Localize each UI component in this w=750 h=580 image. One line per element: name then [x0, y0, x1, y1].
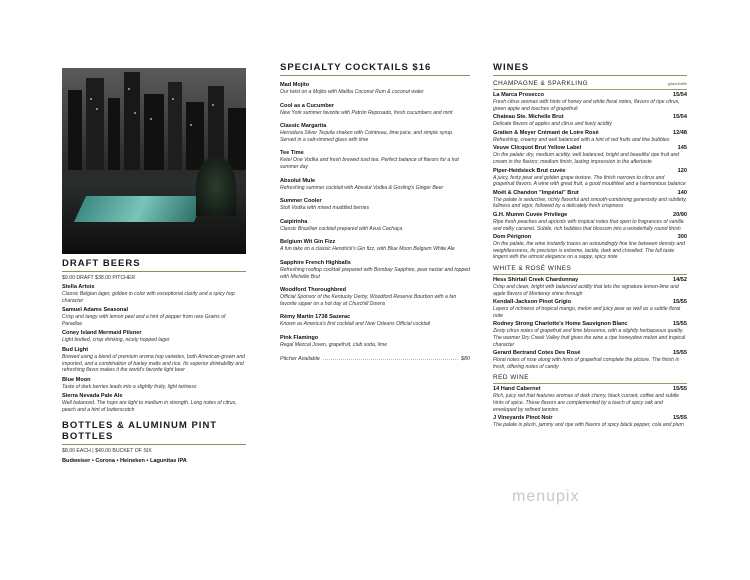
list-item [493, 321, 687, 348]
wine-price: 15/54 [673, 92, 687, 98]
wine-price: 145 [677, 145, 687, 152]
wine-description: Delicate flavors of apples and citrus and lively acidity [493, 121, 612, 128]
cocktail-name: Caipirinha [280, 218, 308, 225]
cocktails-section [280, 62, 470, 362]
cocktails-title: SPECIALTY COCKTAILS $16 [280, 62, 432, 73]
wine-description: Fresh citrus aromas with hints of honey and white floral notes, flavors of ripe citrus, green apple and touches of grapefruit [493, 98, 680, 112]
wine-description: Floral notes of rose along with hints of grapefruit complete the picture. The finish is fresh, offering notes of candy [493, 357, 680, 370]
wine-price: 15/55 [673, 350, 687, 357]
cocktail-description: Refreshing rooftop cocktail prepared with Bombay Sapphire, pear nectar and topped with Michelle Brut [280, 266, 470, 280]
cocktail-description: Stoli Vodka with mixed muddled berries [280, 205, 369, 212]
list-item [280, 198, 470, 212]
list-item [62, 393, 246, 413]
list-item [280, 314, 470, 328]
list-item [493, 386, 687, 413]
wine-price: 14/52 [673, 277, 687, 284]
wine-row [493, 168, 687, 175]
white-title: WHITE & ROSÉ WINES [493, 265, 572, 273]
beer-description: Classic Belgian lager, golden in color with exceptional clarity and a spicy hop character [62, 290, 235, 304]
wine-description: The palate is seductive, richly flavorful and smooth-combining generosity and subtlety, fullness and vigor, followed by a delicately fresh crispness [493, 196, 687, 210]
cocktail-description: Ketel One Vodka and fresh brewed iced tea. Perfect balance of flavors for a hot summer day [280, 157, 459, 170]
wine-price: 20/90 [673, 212, 687, 218]
list-item [62, 284, 246, 304]
cocktail-description: Herradura Silver Tequila shaken with Cointreau, lime juice, and simple syrup. Served in a salt-rimmed glass with lime [280, 130, 454, 143]
cocktail-name: Belgium Wit Gin Fizz [280, 239, 336, 246]
cocktail-name: Tee Time [280, 150, 304, 157]
list-item [493, 299, 687, 319]
wine-price: 15/55 [673, 299, 687, 306]
list-item [493, 415, 687, 429]
wine-name: Veuve Clicquot Brut Yellow Label [493, 145, 582, 152]
cocktail-description: New York summer favorite with Patrón Reposado, fresh cucumbers and mint [280, 109, 453, 116]
list-item [493, 168, 687, 188]
wines-section [493, 62, 687, 429]
beer-name: Blue Moon [62, 376, 91, 383]
wine-description: A juicy, festy pear and golden grape texture. The finish narrows to citrus and grapefruit flavors. A wine with great fruit, a good mouthfeel and a harmonious balance [493, 174, 686, 188]
wine-price: 15/55 [673, 321, 687, 328]
list-item [280, 103, 470, 117]
list-item [493, 114, 687, 128]
beer-description: Brewed using a blend of premium aroma hop varieties, both American-grown and imported, and a combination of barley malts and rice. Its superior drinkability and refreshing flavor makes it the world's favorite light beer [62, 353, 245, 374]
wine-description: Refreshing, creamy and well balanced with a hint of red fruits and fine bubbles [493, 136, 670, 143]
cocktail-description: A fun take on a classic Hendrick's Gin fizz, with Blue Moon Belgium White Ale [280, 246, 455, 253]
wine-name: Rodney Strong Charlotte's Home Sauvignon Blanc [493, 321, 628, 328]
wine-description: On the palate, the wine instantly traces an astoundingly fine line between density and weightlessness, its precision is extreme, tactile, dark and chiselled. The full taste lingers with the utmost elegance on a sappy, spicy note [493, 241, 685, 261]
wine-name: G.H. Mumm Cuvée Privilege [493, 212, 568, 218]
cocktail-name: Summer Cooler [280, 198, 322, 205]
list-item [62, 330, 246, 344]
wine-price: 15/55 [673, 386, 687, 393]
list-item [493, 145, 687, 165]
wine-description: The palate is plush, jammy and ripe with flavors of spicy black pepper, cola and plum [493, 422, 684, 429]
beer-name: Stella Artois [62, 284, 95, 290]
list-item [493, 234, 687, 261]
wine-row [493, 212, 687, 219]
champagne-title: CHAMPAGNE & SPARKLING [493, 80, 589, 87]
cocktail-name: Mad Mojito [280, 82, 310, 88]
wine-name: Moët & Chandon "Impérial" Brut [493, 189, 579, 196]
glass-bottle-label: glass/bottle [667, 82, 687, 86]
wine-description: Crisp and clean, bright with balanced acidity that lets the signature lemon-lime and apple flavors of Monterey shine through [493, 284, 679, 297]
wine-row [493, 277, 687, 284]
bottles-title: BOTTLES & ALUMINUM PINT BOTTLES [62, 419, 218, 442]
bottles-pricing: $8.00 EACH | $40.00 BUCKET OF SIX [62, 447, 152, 454]
list-item [280, 219, 470, 233]
wine-price: 140 [677, 189, 687, 196]
wine-description: On the palate: dry, medium acidity, well balanced, bright and beautiful ripe fruit and cream in the flavors; medium finish, lasting impression in the aftertaste [493, 152, 680, 165]
cocktail-description: Classic Brazilian cocktail prepared with Avuá Cachaça [280, 225, 403, 232]
beer-name: Sierra Nevada Pale Ale [62, 393, 123, 400]
wine-description: Zesty citrus notes of grapefruit and lime blossoms, with a slightly herbaceous quality. The warmer Dry Creek Valley fruit gives the wine a ripe honeydew melon and tropical character [493, 328, 686, 348]
wine-description: Layers of richness of tropical mango, melon and juicy pear as well as a subtle floral note [493, 306, 681, 319]
wine-row [493, 386, 687, 393]
list-item [493, 350, 687, 370]
list-item [62, 347, 246, 374]
wine-row [493, 190, 687, 197]
wine-name: La Marca Prosecco [493, 92, 544, 98]
list-item [280, 150, 470, 170]
list-item [280, 178, 470, 192]
wine-price: 300 [677, 234, 687, 241]
wine-name: Hess Shirtail Creek Chardonnay [493, 277, 579, 284]
wine-row [493, 299, 687, 306]
wine-description: Ripe fresh peaches and apricots with tropical notes that open to fragrances of vanilla and milky caramel. Subtle, rich bubbles that blossom into a wonderfully round finish [493, 218, 684, 232]
list-item [493, 130, 687, 144]
wine-name: Dom Pérignon [493, 234, 532, 241]
list-item [280, 287, 470, 307]
list-item [280, 239, 470, 253]
cocktail-name: Absolut Mule [280, 177, 316, 184]
wine-row [493, 145, 687, 152]
beer-name: Bud Light [62, 347, 89, 353]
wine-row [493, 350, 687, 357]
draft-beers-section [62, 258, 246, 465]
list-item [493, 277, 687, 297]
cocktail-description: Our twist on a Mojito with Malibu Coconut Rum & coconut water [280, 88, 424, 95]
wine-row [493, 130, 687, 137]
wine-price: 12/48 [673, 129, 687, 136]
wine-row [493, 114, 687, 121]
list-item [493, 190, 687, 210]
wine-row [493, 321, 687, 328]
beer-description: Light bodied, crisp drinking, nicely hopped lager [62, 337, 170, 344]
list-item [280, 82, 470, 96]
wine-row [493, 415, 687, 422]
wine-row [493, 234, 687, 241]
red-title: RED WINE [493, 374, 529, 382]
beer-description: Well balanced. The hops are light to medium in strength. Long notes of citrus, peach and a hint of butterscotch [62, 400, 237, 413]
pitcher-line [280, 356, 470, 362]
cocktail-name: Woodford Thoroughbred [280, 287, 347, 294]
draft-pricing: $9.00 DRAFT $38.00 PITCHER [62, 275, 136, 281]
wine-price: 120 [677, 167, 687, 174]
cocktail-description: Refreshing summer cocktail with Absolut Vodka & Gosling's Ginger Beer [280, 184, 444, 191]
wine-name: J Vineyards Pinot Noir [493, 415, 553, 422]
list-item [280, 335, 470, 349]
wine-name: Gratien & Meyer Crémant de Loire Rosé [493, 129, 599, 136]
list-item [62, 377, 246, 391]
wine-name: Gerard Bertrand Cotes Des Rosé [493, 350, 581, 357]
cocktail-description: Regal Mezcal Joven, grapefruit, club soda, lime [280, 341, 388, 348]
list-item [62, 307, 246, 327]
list-item [280, 123, 470, 143]
menupix-watermark: menupix [512, 488, 580, 505]
rooftop-photo [62, 68, 246, 254]
wine-description: Rich, juicy red that features aromas of dark cherry, black currant, coffee and subtle hints of spice. These flavors are complemented by a touch of spicy oak and enveloped by refined tannins [493, 393, 679, 413]
beer-description: Taste of dark berries leads into a slightly fruity, light tartness [62, 383, 197, 390]
bottles-list: Budweiser • Corona • Heineken • Lagunitas IPA [62, 457, 187, 464]
cocktail-name: Cool as a Cucumber [280, 102, 335, 109]
list-item [280, 260, 470, 280]
beer-description: Crisp and tangy with lemon peel and a hint of pepper from rare Grains of Paradise [62, 314, 226, 327]
beer-name: Coney Island Mermaid Pilsner [62, 330, 142, 337]
wine-name: Chateau Ste. Michelle Brut [493, 114, 564, 121]
cocktail-description: Official Sponsor of the Kentucky Derby, Woodford Reserve Bourbon with a fan favorite sipper on a hot day at Churchill Downs [280, 294, 457, 307]
pitcher-label: Pitcher Available [280, 355, 320, 362]
cocktail-name: Classic Margarita [280, 123, 327, 130]
wines-title: WINES [493, 62, 530, 73]
list-item [493, 212, 687, 232]
list-item [493, 92, 687, 112]
wine-name: Kendall-Jackson Pinot Grigio [493, 299, 572, 306]
wine-price: 15/55 [673, 415, 687, 422]
cocktail-name: Pink Flamingo [280, 334, 319, 341]
beer-name: Samuel Adams Seasonal [62, 307, 129, 314]
wine-name: Piper-Heidsieck Brut cuvée [493, 167, 566, 174]
wine-row [493, 92, 687, 99]
pitcher-price: $80 [461, 355, 470, 362]
cocktail-name: Sapphire French Highballs [280, 259, 351, 266]
draft-beers-title: DRAFT BEERS [62, 258, 141, 269]
cocktail-description: Known as America's first cocktail and New Orleans Official cocktail [280, 321, 430, 328]
cocktail-name: Rémy Martin 1738 Sazerac [280, 314, 351, 321]
wine-price: 15/54 [673, 114, 687, 121]
wine-name: 14 Hand Cabernet [493, 386, 541, 393]
